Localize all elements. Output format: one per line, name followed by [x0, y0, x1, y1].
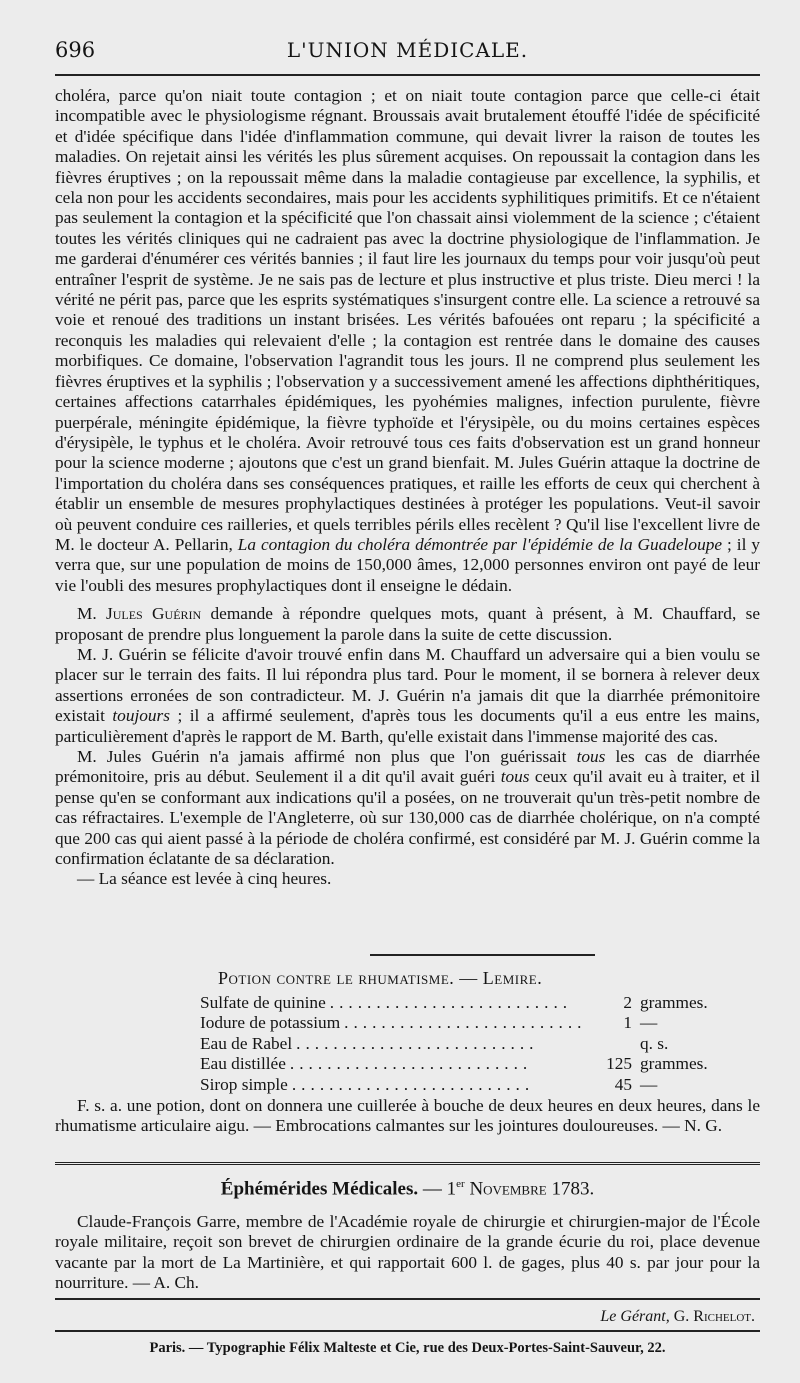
printer-footer: Paris. — Typographie Félix Malteste et Cie, rue des Deux-Portes-Saint-Sauveur, 22. — [149, 1340, 666, 1356]
paragraph-3: M. J. Guérin se félicite d'avoir trouvé enfin dans M. Chauffard un adversaire qui a bien voulu se placer sur le terrain des faits. Il lui répondra plus tard. Pour le moment, il se bornera à relever deux assertions erronées de son contradicteur. M. J. Guérin n'a jamais dit que la diarrhée prémonitoire existait toujours ; il a affirmé seulement, d'après tous les documents qu'il a eus entre les mains, particulièrement d'après le rapport de M. Barth, qu'elle existait dans l'immense majorité des cas. — [55, 644, 760, 746]
gerant-rule — [55, 1298, 760, 1300]
recipe-row: Sulfate de quinine .......................... 2 grammes. — [200, 993, 708, 1012]
ephemerides-text: Claude-François Garre, membre de l'Académie royale de chirurgie et chirurgien-major de l'École royale militaire, reçoit son brevet de chirurgien ordinaire de la grande écurie du roi, place devenue vacante par la mort de La Martinière, et qui rapportait 600 l. de gages, plus 40 s. par jour pour la nourriture. — A. Ch. — [55, 1212, 760, 1293]
journal-title: L'UNION MÉDICALE. — [286, 38, 529, 62]
recipe-block — [200, 968, 760, 1095]
gerant-signature: Le Gérant, G. Richelot. — [600, 1308, 755, 1325]
recipe-row: Sirop simple .......................... 45 — — [200, 1074, 658, 1094]
paragraph-2: M. Jules Guérin demande à répondre quelques mots, quant à présent, à M. Chauffard, se proposant de prendre plus longuement la parole dans la suite de cette discussion. — [55, 604, 760, 644]
session-closed: — La séance est levée à cinq heures. — [77, 869, 332, 889]
ephemerides-rule — [55, 1162, 760, 1168]
footer-rule — [55, 1330, 760, 1332]
recipe-row: Iodure de potassium .......................... 1 — — [200, 1013, 658, 1033]
recipe-row: Eau distillée .......................... 125 grammes. — [200, 1054, 708, 1074]
paragraph-1: choléra, parce qu'on niait toute contagion ; et on niait toute contagion parce que celle-ci était incompatible avec le physiologisme régnant. Broussais avait brutalement étouffé l'idée de spécificité et d'idée spécifique dans l'idée d'inflammation commune, qui devait livrer la raison de toutes les maladies. On rejetait ainsi les vérités les plus sûrement acquises. On repoussait la contagion dans les fièvres éruptives ; on la repoussait même dans la maladie contagieuse par excellence, la syphilis, et cela non pour les accidents secondaires, mais pour les accidents syphilitiques primitifs. Et ce n'étaient pas seulement la contagion et la spécificité que l'on chassait ainsi violemment de la science ; c'étaient toutes les vérités cliniques qui ne cadraient pas avec la doctrine physiologique de l'inflammation. Je me garderai d'énumérer ces vérités bannies ; il faut lire les journaux du temps pour voir jusqu'où peut entraîner l'esprit de système. Je ne sais pas de lecture et plus instructive et plus triste. Dieu merci ! la vérité ne périt pas, parce que les esprits systématiques s'insurgent contre elle. La science a retrouvé sa voie et renoué des traditions un instant brisées. Les vérités bafouées ont reparu ; la spécificité a reconquis les maladies qui relevaient d'elle ; la contagion est rentrée dans le domaine des causes morbifiques. Ce domaine, l'observation l'agrandit tous les jours. Il ne comprend plus seulement les fièvres éruptives et la syphilis ; l'observation y a successivement amené les affections diphthéritiques, certaines affections catarrhales épidémiques, les pyohémies malignes, infection purulente, fièvre puerpérale, méningite épidémique, la fièvre typhoïde et l'érysipèle, ou du moins certaines espèces d'érysipèle, le typhus et le choléra. Avoir retrouvé tous ces faits d'observation est un grand honneur pour la science moderne ; ajoutons que c'est un grand bienfait. M. Jules Guérin attaque la doctrine de l'importation du choléra dans ses conséquences pratiques, et raille les efforts de ceux qui cherchent à établir un ensemble de mesures prophylactiques destinées à protéger les populations. Veut-il savoir où peuvent conduire ces railleries, et quels terribles périls elles recèlent ? Qu'il lise l'excellent livre de M. le docteur A. Pellarin, La contagion du choléra démontrée par l'épidémie de la Guadeloupe ; il y verra que, sur une population de moins de 150,000 âmes, 12,000 personnes environ ont payé de leur vie l'oubli des mesures prophylactiques dont il enseigne le dédain. — [55, 86, 760, 595]
header-rule — [55, 74, 760, 76]
ephemerides-title: Éphémérides Médicales. — 1er Novembre 1783. — [220, 1178, 595, 1200]
page-header — [55, 38, 760, 68]
paragraph-4: M. Jules Guérin n'a jamais affirmé non plus que l'on guérissait tous les cas de diarrhée prémonitoire, pris au début. Seulement il a dit qu'il avait guéri tous ceux qu'il avait eu à traiter, et il pense qu'en se conformant aux indications qu'il a posées, on ne trouverait qu'un très-petit nombre de cas réfractaires. L'exemple de l'Angleterre, où sur 130,000 cas de diarrhée cholérique, on n'a compté que 200 cas qui aient passé à la période de choléra confirmé, est considéré par M. J. Guérin comme la confirmation éclatante de sa déclaration. — [55, 747, 760, 869]
recipe-note: F. s. a. une potion, dont on donnera une cuillerée à bouche de deux heures en deux heures, dans le rhumatisme articulaire aigu. — Embrocations calmantes sur les jointures douloureuses. — N. G. — [55, 1096, 760, 1136]
section-separator — [370, 954, 595, 956]
recipe-row: Eau de Rabel .......................... q. s. — [200, 1033, 669, 1053]
recipe-title: Potion contre le rhumatisme. — Lemire. — [218, 968, 543, 988]
main-text — [55, 86, 760, 890]
book-title: La contagion du choléra démontrée par l'épidémie de la Guadeloupe — [237, 534, 723, 554]
page-number: 696 — [55, 38, 96, 62]
